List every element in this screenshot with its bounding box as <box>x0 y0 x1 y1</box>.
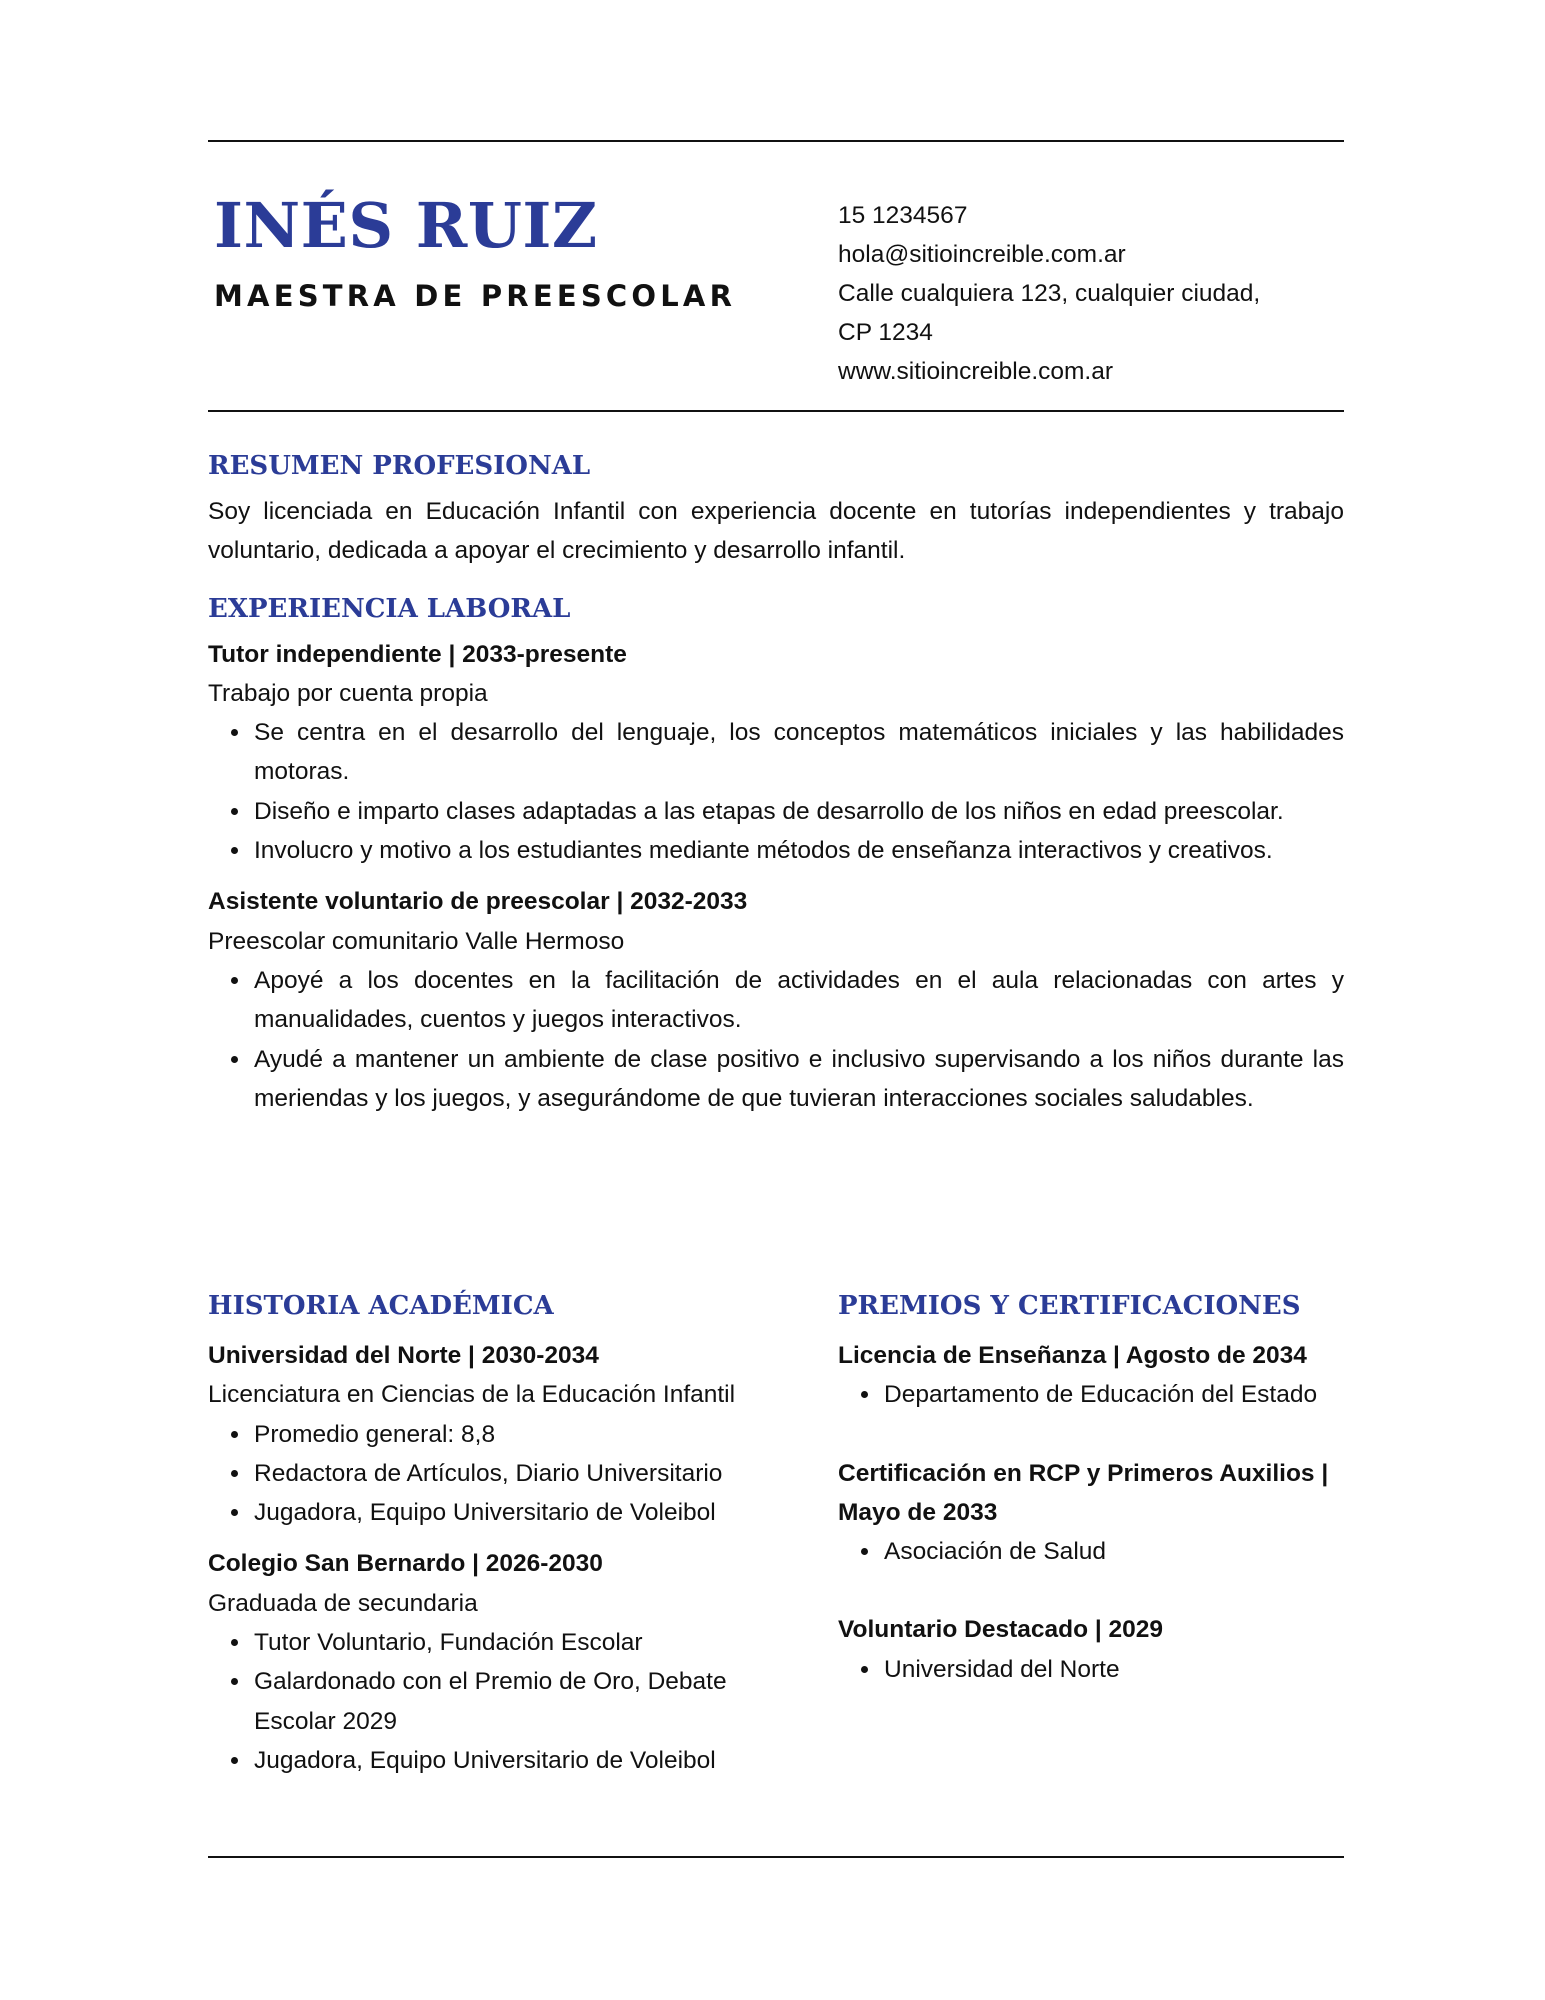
education-section <box>208 1286 788 1780</box>
list-item: • Tutor Voluntario, Fundación Escolar <box>252 1623 788 1662</box>
job-organization: Trabajo por cuenta propia <box>208 679 488 707</box>
education-title-line: Colegio San Bernardo | 2026-2030 <box>208 1550 603 1578</box>
job-entry <box>208 882 1344 1118</box>
header-divider <box>208 410 1344 412</box>
list-item: • Redactora de Artículos, Diario Universitario <box>252 1454 788 1493</box>
award-title: Licencia de Enseñanza | Agosto de 2034 <box>838 1342 1307 1369</box>
education-title-line: Universidad del Norte | 2030-2034 <box>208 1342 599 1369</box>
awards-title: PREMIOS Y CERTIFICACIONES <box>838 1291 1301 1321</box>
experience-title: EXPERIENCIA LABORAL <box>208 593 571 624</box>
education-bullets <box>208 1623 788 1780</box>
education-bullets <box>208 1415 788 1533</box>
job-title: Asistente voluntario de preescolar | 2032-2033 <box>208 888 748 916</box>
list-item: • Galardonado con el Premio de Oro, Debate Escolar 2029 <box>252 1662 788 1741</box>
bottom-divider <box>208 1856 1344 1858</box>
experience-section <box>208 589 1344 1119</box>
education-degree: Graduada de secundaria <box>208 1589 478 1617</box>
list-item: • Diseño e imparto clases adaptadas a las etapas de desarrollo de los niños en edad preescolar. <box>252 792 1344 831</box>
award-entry <box>838 1336 1344 1415</box>
award-bullets <box>838 1532 1344 1571</box>
list-item: • Asociación de Salud <box>882 1532 1344 1571</box>
resume-header <box>208 184 1344 394</box>
candidate-role: MAESTRA DE PREESCOLAR <box>214 279 737 313</box>
awards-section <box>838 1286 1344 1689</box>
award-entry <box>838 1454 1344 1572</box>
list-item: • Se centra en el desarrollo del lenguaje, los conceptos matemáticos iniciales y las habilidades motoras. <box>252 713 1344 792</box>
summary-section <box>208 446 1344 571</box>
contact-address-line1: Calle cualquiera 123, cualquier ciudad, <box>838 280 1261 307</box>
education-title: HISTORIA ACADÉMICA <box>208 1291 554 1321</box>
education-degree: Licenciatura en Ciencias de la Educación Infantil <box>208 1381 736 1409</box>
contact-email: hola@sitioincreible.com.ar <box>838 241 1126 268</box>
list-item: • Promedio general: 8,8 <box>252 1415 788 1454</box>
main-content <box>208 432 1344 1118</box>
award-bullets <box>838 1650 1344 1689</box>
list-item: • Apoyé a los docentes en la facilitación de actividades en el aula relacionadas con artes y manualidades, cuentos y juegos interactivos. <box>252 961 1344 1040</box>
contact-block <box>838 196 1348 391</box>
list-item: • Jugadora, Equipo Universitario de Voleibol <box>252 1741 788 1780</box>
list-item: • Ayudé a mantener un ambiente de clase positivo e inclusivo supervisando a los niños durante las meriendas y los juegos, y asegurándome de que tuvieran interacciones sociales saludables. <box>252 1040 1344 1119</box>
award-entry <box>838 1610 1344 1689</box>
education-entry <box>208 1336 788 1532</box>
contact-phone: 15 1234567 <box>838 202 968 229</box>
job-bullets <box>208 961 1344 1118</box>
list-item: • Involucro y motivo a los estudiantes mediante métodos de enseñanza interactivos y creativos. <box>252 831 1344 870</box>
list-item: • Departamento de Educación del Estado <box>882 1375 1344 1414</box>
list-item: • Jugadora, Equipo Universitario de Voleibol <box>252 1493 788 1532</box>
list-item: • Universidad del Norte <box>882 1650 1344 1689</box>
job-organization: Preescolar comunitario Valle Hermoso <box>208 927 625 955</box>
award-bullets <box>838 1375 1344 1414</box>
top-divider <box>208 140 1344 142</box>
contact-website: www.sitioincreible.com.ar <box>838 358 1114 385</box>
job-entry <box>208 635 1344 871</box>
award-title: Certificación en RCP y Primeros Auxilios | Mayo de 2033 <box>838 1459 1329 1526</box>
summary-text: Soy licenciada en Educación Infantil con experiencia docente en tutorías independientes y trabajo voluntario, dedicada a apoyar el crecimiento y desarrollo infantil. <box>208 498 1344 565</box>
job-title: Tutor independiente | 2033-presente <box>208 640 627 668</box>
contact-address-line2: CP 1234 <box>838 319 933 346</box>
award-title: Voluntario Destacado | 2029 <box>838 1616 1164 1644</box>
candidate-name: INÉS RUIZ <box>214 189 598 262</box>
summary-title: RESUMEN PROFESIONAL <box>208 451 591 481</box>
job-bullets <box>208 713 1344 870</box>
education-entry <box>208 1544 788 1780</box>
